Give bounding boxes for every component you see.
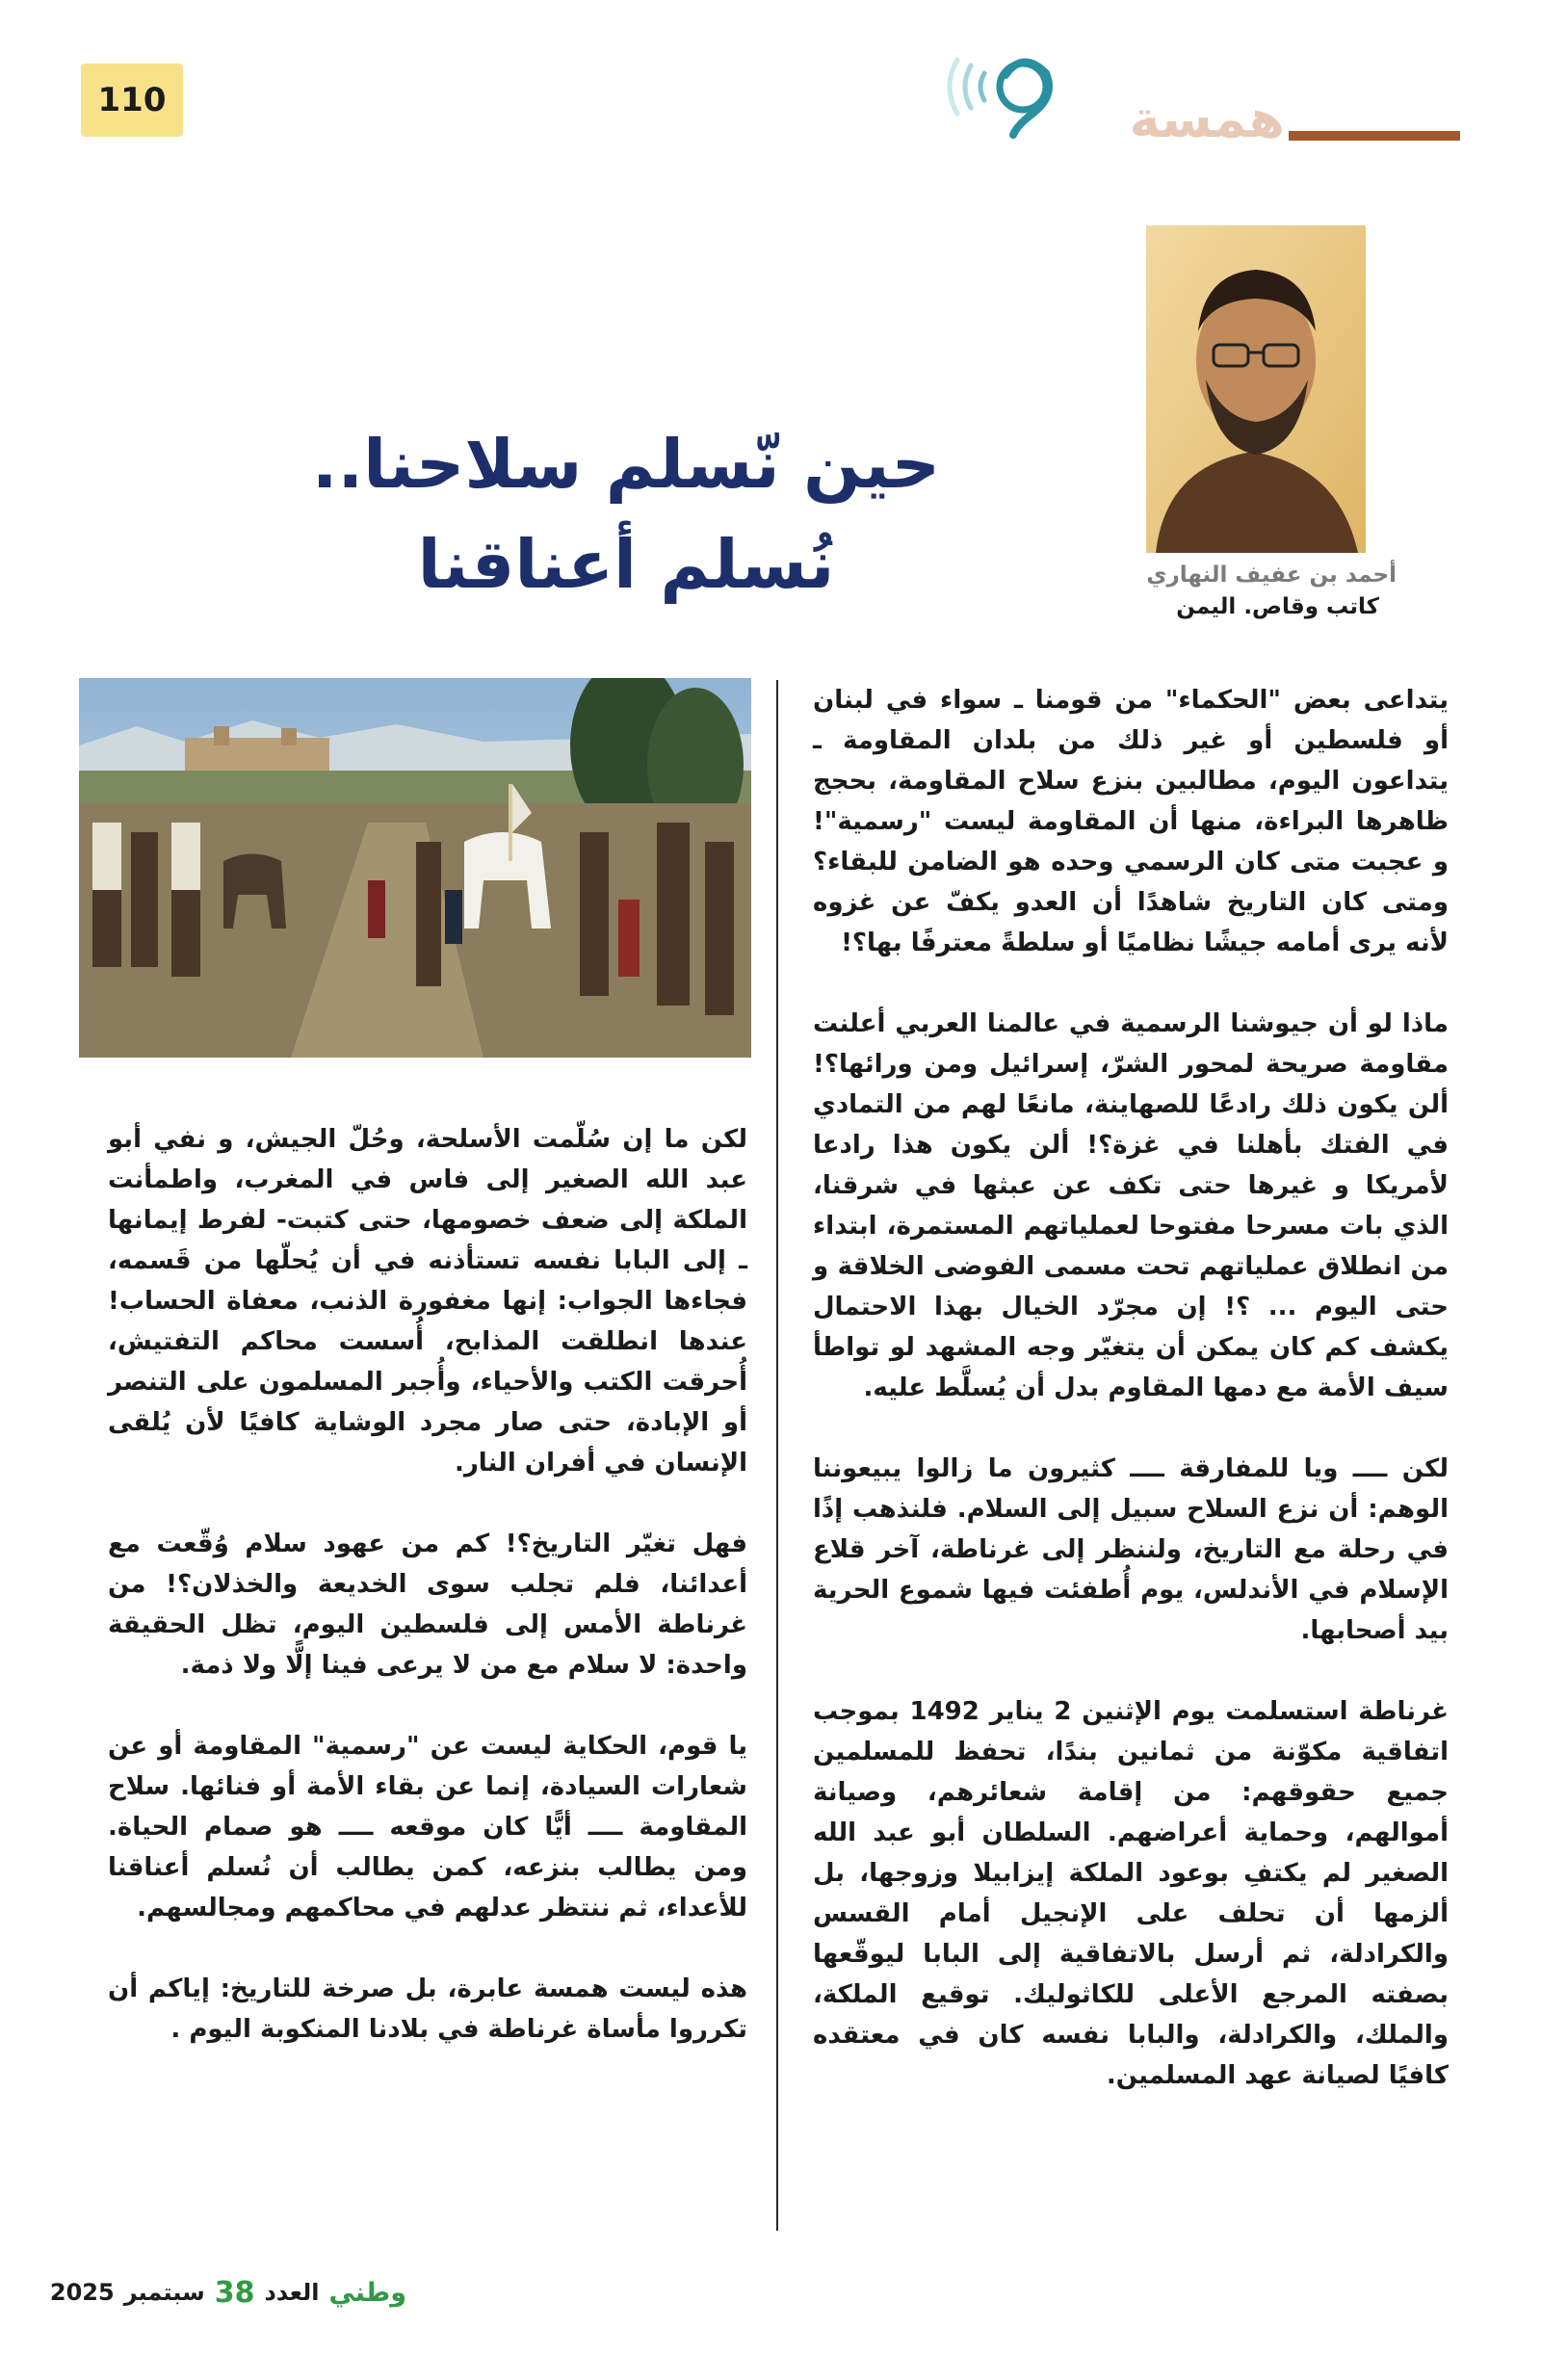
paragraph: فهل تغيّر التاريخ؟! كم من عهود سلام وُقّعت مع أعدائنا، فلم تجلب سوى الخديعة والخذلان؟! من غرناطة الأمس إلى فلسطين اليوم، تظل الحقيقة واحدة: لا سلام مع من لا يرعى فينا إلًّا ولا ذمة. [108, 1530, 747, 1680]
footer-brand: وطني [328, 2277, 406, 2308]
author-role: كاتب وقاص. اليمن [1176, 594, 1379, 619]
page-footer [49, 2273, 406, 2312]
title-line-1: حين نّسلم سلاحنا.. [311, 425, 941, 504]
paragraph: يا قوم، الحكاية ليست عن "رسمية" المقاومة أو عن شعارات السيادة، إنما عن بقاء الأمة أو فنائها. سلاح المقاومة ــــ أيًّا كان موقعه ــــ هو صمام الحياة. ومن يطالب بنزعه، كمن يطالب أن نُسلم أعناقنا للأعداء، ثم ننتظر عدلهم في محاكمهم ومجالسهم. [108, 1732, 747, 1922]
paragraph: غرناطة استسلمت يوم الإثنين 2 يناير 1492 بموجب اتفاقية مكوّنة من ثمانين بندًا، تحفظ للمسلمين جميع حقوقهم: من إقامة شعائرهم، وصيانة أموالهم، وحماية أعراضهم. السلطان أبو عبد الله الصغير لم يكتفِ بوعود الملكة إيزابيلا وزوجها، بل ألزمها أن تحلف على الإنجيل أمام القسس والكرادلة، ثم أرسل بالاتفاقية إلى البابا ليوقّعها بصفته المرجع الأعلى للكاثوليك. توقيع الملكة، والملك، والكرادلة، والبابا نفسه كان في معتقده كافيًا لصيانة عهد المسلمين. [813, 1697, 1449, 2090]
author-portrait [1146, 225, 1366, 553]
paragraph: يتداعى بعض "الحكماء" من قومنا ـ سواء في لبنان أو فلسطين أو غير ذلك من بلدان المقاومة ـ يتداعون اليوم، مطالبين بنزع سلاح المقاومة، بحجج ظاهرها البراءة، منها أن المقاومة ليست "رسمية"! و عجبت متى كان الرسمي وحده هو الضامن للبقاء؟ ومتى كان التاريخ شاهدًا أن العدو يكفّ عن غزوه لأنه يرى أمامه جيشًا نظاميًا أو سلطةً معترفًا بها؟! [813, 686, 1449, 957]
footer-year: 2025 [49, 2279, 115, 2306]
article-title [289, 414, 963, 615]
historical-scene-image [79, 678, 751, 1058]
paragraph: لكن ما إن سُلّمت الأسلحة، وحُلّ الجيش، و نفي أبو عبد الله الصغير إلى فاس في المغرب، واطمأنت الملكة إلى ضعف خصومها، حتى كتبت- لفرط إيمانها ـ إلى البابا نفسه تستأذنه في أن يُحلّها من قَسمه، فجاءها الجواب: إنها مغفورة الذنب، معفاة الحساب! عندها انطلقت المذابح، أُسست محاكم التفتيش، أُحرقت الكتب والأحياء، وأُجبر المسلمون على التنصر أو الإبادة، حتى صار مجرد الوشاية كافيًا لأن يُلقى الإنسان في أفران النار. [108, 1125, 747, 1478]
author-name: أحمد بن عفيف النهاري [1146, 562, 1397, 588]
title-line-2: نُسلم أعناقنا [417, 525, 835, 604]
column-divider [776, 680, 778, 2231]
paragraph: ماذا لو أن جيوشنا الرسمية في عالمنا العربي أعلنت مقاومة صريحة لمحور الشرّ، إسرائيل ومن ورائها؟! ألن يكون ذلك رادعًا للصهاينة، مانعًا لهم من التمادي في الفتك بأهلنا في غزة؟! ألن يكون هذا رادعا لأمريكا و غيرها حتى تكف عن عبثها في شرقنا، الذي بات مسرحا مفتوحا لعملياتهم المستمرة، ابتداء من انطلاق عملياتهم تحت مسمى الفوضى الخلاقة و حتى اليوم ... ؟! إن مجرّد الخيال بهذا الاحتمال يكشف كم كان يمكن أن يتغيّر وجه المشهد لو تواطأ سيف الأمة مع دمها المقاوم بدل أن يُسلَّط عليه. [813, 1009, 1449, 1402]
logo-text: همسة [1129, 89, 1285, 149]
paragraph: هذه ليست همسة عابرة، بل صرخة للتاريخ: إياكم أن تكرروا مأساة غرناطة في بلادنا المنكوبة اليوم . [108, 1975, 747, 2044]
footer-month: سبتمبر [123, 2279, 205, 2306]
page-number: 110 [81, 64, 183, 137]
article-column-right [813, 680, 1449, 2136]
logo-underline [1289, 131, 1460, 141]
footer-issue-label: العدد [264, 2279, 320, 2306]
paragraph: لكن ــــ ويا للمفارقة ــــ كثيرون ما زالوا يبيعوننا الوهم: أن نزع السلاح سبيل إلى السلام. فلنذهب إذًا في رحلة مع التاريخ، ولننظر إلى غرناطة، آخر قلاع الإسلام في الأندلس، يوم أُطفئت فيها شموع الحرية بيد أصحابها. [813, 1454, 1449, 1645]
article-column-left [108, 1119, 747, 2090]
footer-issue-number: 38 [214, 2275, 255, 2310]
